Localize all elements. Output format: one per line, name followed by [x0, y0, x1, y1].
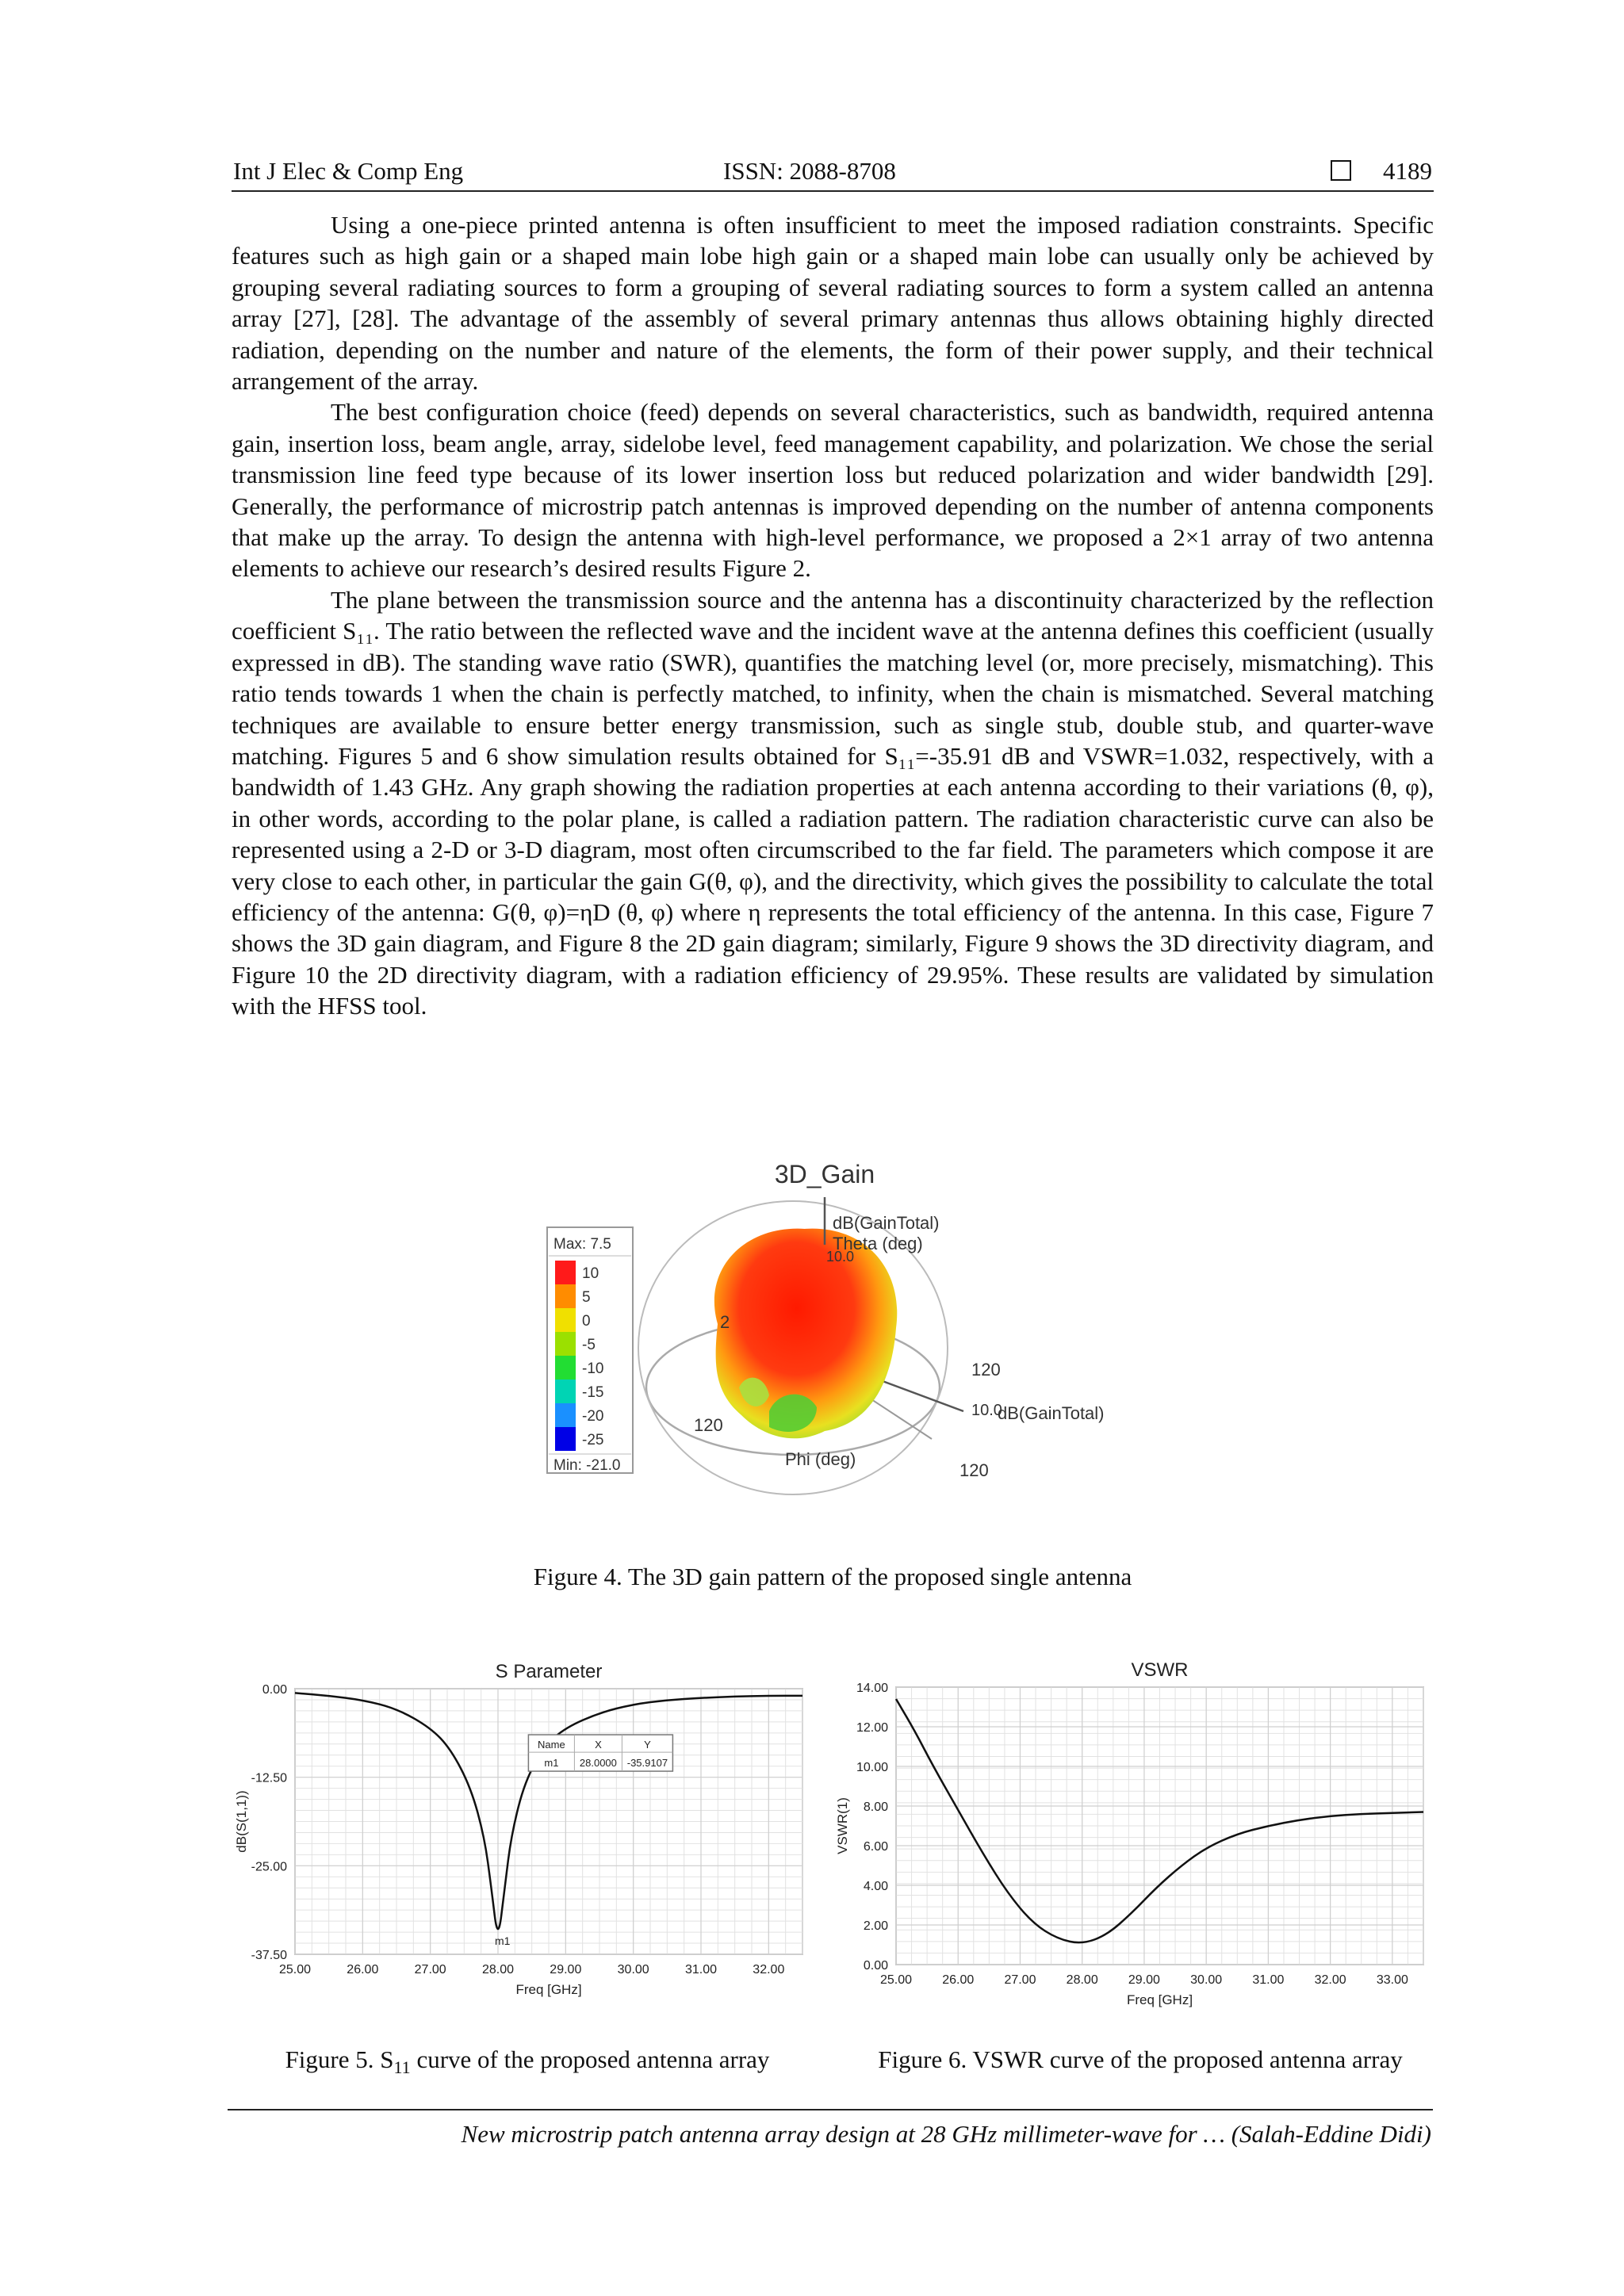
- footer-text: New microstrip patch antenna array design at 28 GHz millimeter-wave for … (Salah-Eddine Didi): [461, 2120, 1431, 2148]
- paragraph-2: The best configuration choice (feed) depends on several characteristics, such as bandwidth, required antenna gain, insertion loss, beam angle, array, sidelobe level, feed management capability, and polarization. We chose the serial transmission line feed type because of its lower insertion loss but reduced polarization and wider bandwidth [29]. Generally, the performance of microstrip patch antennas is improved depending on the number of antenna components that make up the array. To design the antenna with high-level performance, we proposed a 2×1 array of two antenna elements to achieve our research’s desired results Figure 2.: [232, 398, 1434, 583]
- legend-swatch: [555, 1356, 576, 1380]
- x-tick-label: 25.00: [278, 1963, 312, 1976]
- chart-title: VSWR: [1131, 1659, 1189, 1681]
- y-tick-label: 4.00: [863, 1880, 888, 1893]
- x-tick-label: 28.00: [1066, 1973, 1098, 1987]
- x-tick-label: 33.00: [1376, 1973, 1408, 1987]
- legend-swatch: [555, 1284, 576, 1308]
- figure-6-caption: Figure 6. VSWR curve of the proposed antenna array: [878, 2045, 1403, 2073]
- y-axis-label: VSWR(1): [835, 1797, 850, 1854]
- x-tick-label: 29.00: [550, 1963, 582, 1976]
- x-tick-label: 30.00: [617, 1963, 649, 1976]
- legend-swatch: [555, 1380, 576, 1403]
- legend-tick-label: 0: [582, 1313, 591, 1330]
- label-120-left: 120: [694, 1415, 723, 1435]
- x-axis-label: Freq [GHz]: [1126, 1992, 1193, 2007]
- y-tick-label: 0.00: [262, 1683, 287, 1697]
- legend-tick-label: 10: [582, 1265, 599, 1282]
- x-tick-label: 32.00: [1314, 1973, 1346, 1987]
- marker-table-cell: m1: [544, 1757, 559, 1770]
- x-tick-label: 32.00: [753, 1963, 785, 1976]
- figure-5-caption-rest: curve of the proposed antenna array: [410, 2045, 770, 2073]
- x-tick-label: 28.00: [481, 1963, 515, 1976]
- label-ten-right: 10.0: [971, 1402, 1002, 1419]
- y-tick-label: 8.00: [863, 1800, 888, 1814]
- y-tick-label: 12.00: [856, 1721, 888, 1735]
- legend-swatch: [555, 1427, 576, 1451]
- marker-table-cell: 28.0000: [579, 1757, 617, 1770]
- label-ten-top: 10.0: [826, 1249, 855, 1265]
- running-footer: [228, 2109, 1433, 2148]
- marker-m1: m1: [495, 1934, 511, 1947]
- marker-table-header: X: [595, 1739, 602, 1751]
- figure-6-vswr-chart: [837, 1649, 1439, 2022]
- page-number-group: [1331, 157, 1432, 186]
- x-tick-label: 30.00: [1190, 1973, 1223, 1987]
- page: [232, 151, 1434, 1022]
- marker-table-cell: -35.9107: [626, 1757, 668, 1770]
- body-text: [232, 209, 1434, 1022]
- figure-5-caption: [234, 2045, 821, 2078]
- y-tick-label: 14.00: [856, 1682, 888, 1695]
- y-tick-label: -37.50: [251, 1949, 287, 1962]
- paragraph-1: Using a one-piece printed antenna is often insufficient to meet the imposed radiation constraints. Specific features such as high gain or a shaped main lobe high gain or a shaped main lobe can usually only be achieved by grouping several radiating sources to form a grouping of several radiating sources to form a system called an antenna array [27], [28]. The advantage of the assembly of several primary antennas thus allows obtaining highly directed radiation, depending on the number and nature of the elements, the form of their power supply, and their technical arrangement of the array.: [232, 211, 1434, 396]
- legend-tick-label: -15: [582, 1384, 604, 1401]
- x-tick-label: 31.00: [1252, 1973, 1285, 1987]
- running-header: [232, 151, 1434, 192]
- label-db-gaintotal-top: dB(GainTotal): [833, 1213, 940, 1233]
- marker-table-header: Name: [538, 1739, 565, 1751]
- legend-swatch: [555, 1403, 576, 1427]
- legend-swatch: [555, 1308, 576, 1332]
- marker-table-header: Y: [644, 1739, 651, 1751]
- marker-table: [528, 1735, 672, 1771]
- legend-swatch: [555, 1261, 576, 1284]
- y-tick-label: 2.00: [863, 1919, 888, 1933]
- y-axis-label: dB(S(1,1)): [234, 1790, 249, 1853]
- x-tick-label: 27.00: [1004, 1973, 1036, 1987]
- chart-title: S Parameter: [495, 1661, 603, 1682]
- journal-name: Int J Elec & Comp Eng: [233, 157, 464, 185]
- x-tick-label: 29.00: [1128, 1973, 1160, 1987]
- figure-4-caption: Figure 4. The 3D gain pattern of the proposed single antenna: [533, 1563, 1132, 1590]
- label-phi: Phi (deg): [785, 1449, 856, 1469]
- y-tick-label: -25.00: [251, 1860, 287, 1874]
- paragraph-3: The plane between the transmission source and the antenna has a discontinuity characterized by the reflection coefficient S₁₁. The ratio between the reflected wave and the incident wave at the antenna defines this coefficient (usually expressed in dB). The standing wave ratio (SWR), quantifies the matching level (or, more precisely, mismatching). This ratio tends towards 1 when the chain is perfectly matched, to infinity, when the chain is mismatched. Several matching techniques are available to ensure better energy transmission, such as single stub, double stub, and quarter-wave matching. Figures 5 and 6 show simulation results obtained for S₁₁=-35.91 dB and VSWR=1.032, respectively, with a bandwidth of 1.43 GHz. Any graph showing the radiation properties at each antenna according to their variations (θ, φ), in other words, according to the polar plane, is called a radiation pattern. The radiation characteristic curve can also be represented using a 2-D or 3-D diagram, most often circumscribed to the far field. The parameters which compose it are very close to each other, in particular the gain G(θ, φ), and the directivity, which gives the possibility to calculate the total efficiency of the antenna: G(θ, φ)=ηD (θ, φ) where η represents the total efficiency of the antenna. In this case, Figure 7 shows the 3D gain diagram, and Figure 8 the 2D gain diagram; similarly, Figure 9 shows the 3D directivity diagram, and Figure 10 the 2D directivity diagram, with a radiation efficiency of 29.95%. These results are validated by simulation with the HFSS tool.: [232, 585, 1434, 1020]
- figure-4-3d-gain: [531, 1150, 1150, 1522]
- legend-tick-label: -10: [582, 1360, 604, 1377]
- figure-5-caption-text: Figure 5. S: [285, 2045, 394, 2073]
- x-axis-label: Freq [GHz]: [515, 1982, 582, 1997]
- x-tick-label: 26.00: [942, 1973, 975, 1987]
- page-number: 4189: [1383, 157, 1432, 185]
- figure-4-title: 3D_Gain: [774, 1160, 875, 1188]
- y-tick-label: 6.00: [863, 1840, 888, 1854]
- label-120-bottom: 120: [959, 1460, 989, 1480]
- legend-swatch: [555, 1332, 576, 1356]
- y-tick-label: -12.50: [251, 1771, 287, 1785]
- legend-tick-label: -25: [582, 1432, 604, 1448]
- legend-max: Max: 7.5: [553, 1236, 611, 1253]
- legend-tick-label: -5: [582, 1337, 596, 1353]
- x-tick-label: 25.00: [879, 1973, 913, 1987]
- figure-5-s11-chart: [232, 1641, 818, 2022]
- label-120-right: 120: [971, 1360, 1001, 1380]
- legend-min: Min: -21.0: [553, 1457, 621, 1474]
- legend-tick-label: 5: [582, 1289, 591, 1306]
- x-tick-label: 26.00: [347, 1963, 379, 1976]
- y-tick-label: 0.00: [863, 1959, 888, 1973]
- square-bullet-icon: [1331, 160, 1351, 181]
- label-2: 2: [720, 1312, 730, 1332]
- label-theta: Theta (deg): [833, 1234, 923, 1253]
- legend-tick-label: -20: [582, 1408, 604, 1425]
- x-tick-label: 31.00: [684, 1963, 718, 1976]
- issn: ISSN: 2088-8708: [723, 157, 896, 185]
- x-tick-label: 27.00: [414, 1963, 446, 1976]
- figure-5-caption-sub: 11: [393, 2057, 411, 2078]
- label-db-gaintotal-right: dB(GainTotal): [998, 1403, 1105, 1423]
- y-tick-label: 10.00: [856, 1761, 888, 1774]
